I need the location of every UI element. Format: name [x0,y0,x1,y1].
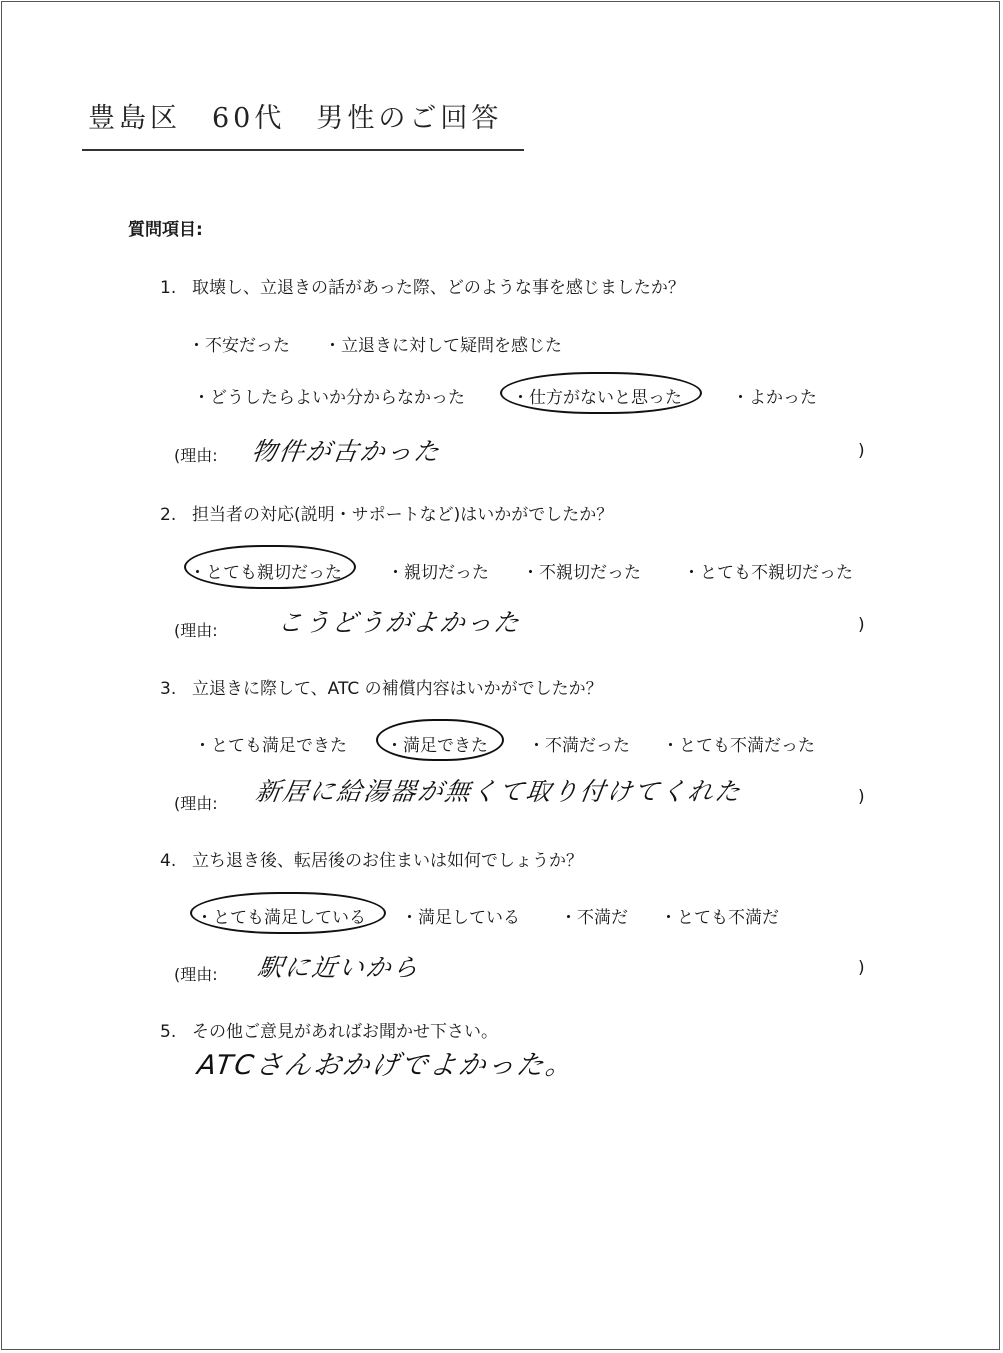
q3-reason-handwriting: 新居に給湯器が無くて取り付けてくれた [253,777,744,806]
q4-option-very-satisfied: ・とても満足している [196,908,366,928]
q3-reason-close: ) [858,787,865,807]
q4-reason-label: (理由: [174,965,218,984]
q1-option-good: ・よかった [732,388,817,408]
q1-reason-handwriting: 物件が古かった [249,437,443,466]
question-number: 1. [160,278,177,298]
question-5 [160,1017,498,1042]
q2-option-very-kind: ・とても親切だった [189,563,342,583]
q4-option-very-dissatisfied: ・とても不満だ [660,908,779,928]
q4-option-satisfied: ・満足している [401,908,520,928]
question-2 [160,500,613,525]
q2-option-unkind: ・不親切だった [522,563,641,583]
q2-option-very-unkind: ・とても不親切だった [683,563,853,583]
question-text: 立退きに際して、ATC の補償内容はいかがでしたか？ [192,679,603,699]
question-text: 立ち退き後、転居後のお住まいは如何でしょうか？ [192,851,583,871]
q4-reason-handwriting: 駅に近いから [255,953,422,982]
question-text: 担当者の対応(説明・サポートなど)はいかがでしたか？ [192,505,614,525]
q2-reason-handwriting: こうどうがよかった [275,608,523,637]
q1-option-doubt: ・立退きに対して疑問を感じた [324,336,562,356]
section-heading: 質問項目: [128,220,203,240]
q5-comment-handwriting: ATCさんおかげでよかった。 [195,1050,577,1081]
q4-option-dissatisfied: ・不満だ [560,908,628,928]
question-number: 5. [160,1022,177,1042]
question-4 [160,846,583,871]
q2-reason-label: (理由: [174,621,218,640]
question-number: 2. [160,505,177,525]
q1-reason-close: ) [858,441,865,461]
question-text: その他ご意見があればお聞かせ下さい。 [192,1022,498,1042]
q3-option-satisfied: ・満足できた [386,736,488,756]
question-text: 取壊し、立退きの話があった際、どのような事を感じましたか？ [192,278,685,298]
q3-option-dissatisfied: ・不満だった [528,736,630,756]
question-1 [160,273,685,298]
question-number: 3. [160,679,177,699]
q2-option-kind: ・親切だった [387,563,489,583]
q3-option-very-satisfied: ・とても満足できた [194,736,347,756]
q1-reason-label: (理由: [174,446,218,465]
q1-option-unsure: ・どうしたらよいか分からなかった [193,388,465,408]
q4-reason-close: ) [858,958,865,978]
q1-option-anxious: ・不安だった [188,336,290,356]
q2-reason-close: ) [858,615,865,635]
q3-reason-label: (理由: [174,794,218,813]
question-3 [160,674,603,699]
question-number: 4. [160,851,177,871]
page-title: 豊島区 60代 男性のご回答 [88,103,503,134]
q3-option-very-dissatisfied: ・とても不満だった [662,736,815,756]
q1-option-no-choice: ・仕方がないと思った [512,388,682,408]
